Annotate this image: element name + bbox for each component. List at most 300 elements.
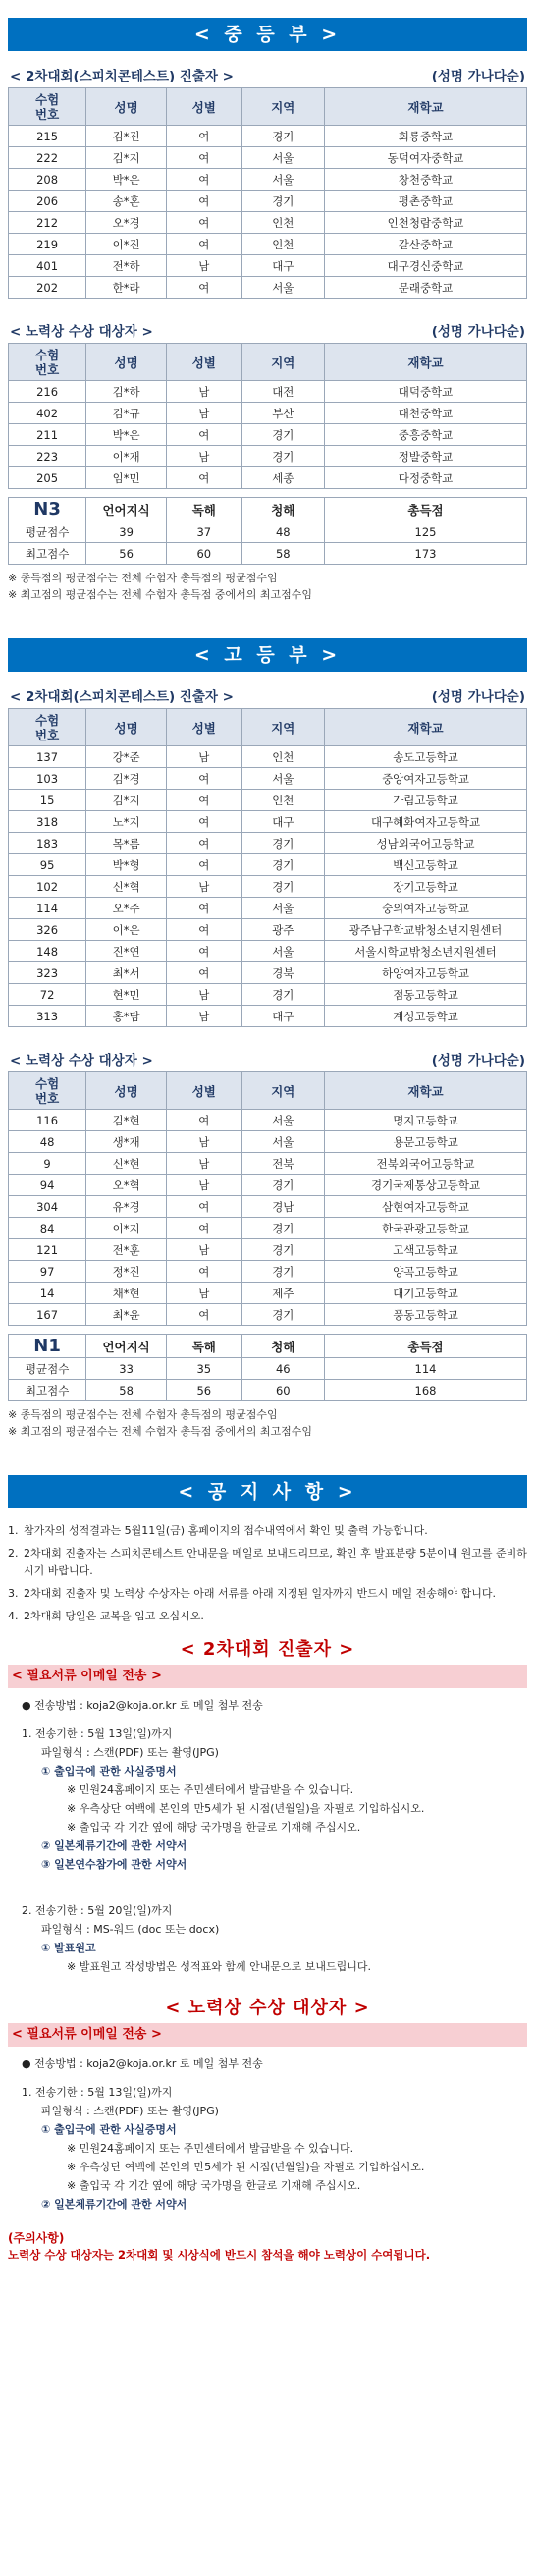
middle-advance-header bbox=[10, 65, 525, 84]
table-cell: 성남외국어고등학교 bbox=[325, 833, 527, 854]
sort-note: (성명 가나다순) bbox=[431, 1053, 525, 1069]
table-cell: 94 bbox=[9, 1175, 86, 1196]
table-cell: 동덕여자중학교 bbox=[325, 147, 527, 169]
table-cell: 경기 bbox=[241, 1304, 324, 1326]
table-cell: 222 bbox=[9, 147, 86, 169]
table-row bbox=[9, 746, 527, 768]
deadline: 1. 전송기한 : 5월 13일(일)까지 bbox=[22, 2086, 173, 2099]
table-cell: 서울 bbox=[241, 147, 324, 169]
table-cell: 여 bbox=[167, 169, 242, 191]
table-cell: 풍동고등학교 bbox=[325, 1304, 527, 1326]
column-header: 수험 번호 bbox=[9, 709, 86, 746]
column-header: 청해 bbox=[241, 498, 324, 521]
middle-stats bbox=[8, 497, 527, 603]
advance-docs bbox=[8, 1696, 527, 1976]
table-cell: 서울 bbox=[241, 768, 324, 790]
table-row bbox=[9, 277, 527, 299]
table-cell: 323 bbox=[9, 962, 86, 984]
table-cell: 김*현 bbox=[86, 1110, 167, 1131]
column-header: 재학교 bbox=[325, 1072, 527, 1110]
table-cell: 125 bbox=[325, 521, 527, 543]
table-cell: 208 bbox=[9, 169, 86, 191]
table-cell: 서울 bbox=[241, 1110, 324, 1131]
table-cell: 광주 bbox=[241, 919, 324, 941]
table-cell: 목*름 bbox=[86, 833, 167, 854]
column-header: 언어지식 bbox=[86, 498, 167, 521]
high-stats bbox=[8, 1334, 527, 1440]
table-cell: 304 bbox=[9, 1196, 86, 1218]
sort-note: (성명 가나다순) bbox=[431, 324, 525, 340]
table-cell: 대기고등학교 bbox=[325, 1283, 527, 1304]
table-cell: 가림고등학교 bbox=[325, 790, 527, 811]
table-cell: 현*민 bbox=[86, 984, 167, 1006]
table-cell: 211 bbox=[9, 424, 86, 446]
table-cell: 서울 bbox=[241, 898, 324, 919]
table-row bbox=[9, 381, 527, 403]
table-cell: 205 bbox=[9, 467, 86, 489]
table-cell: 대구경신중학교 bbox=[325, 255, 527, 277]
notice-item: 2. 2차대회 진출자는 스피치콘테스트 안내문을 메일로 보내드리므로, 확인 후 발표분량 5분이내 원고를 준비하시기 바랍니다. bbox=[8, 1547, 527, 1577]
table-cell: 송도고등학교 bbox=[325, 746, 527, 768]
column-header: 독해 bbox=[167, 498, 242, 521]
table-cell: 여 bbox=[167, 941, 242, 962]
table-cell: 121 bbox=[9, 1239, 86, 1261]
table-cell: 48 bbox=[9, 1131, 86, 1153]
table-cell: 김*하 bbox=[86, 381, 167, 403]
table-cell: 58 bbox=[241, 543, 324, 565]
table-cell: 양곡고등학교 bbox=[325, 1261, 527, 1283]
middle-award-title: < 노력상 수상 대상자 > bbox=[10, 324, 153, 340]
table-cell: 남 bbox=[167, 1131, 242, 1153]
advance-docs-title: < 2차대회 진출자 > bbox=[180, 1639, 355, 1660]
table-cell: 여 bbox=[167, 854, 242, 876]
stats-header-row bbox=[9, 498, 527, 521]
award-docs-bar: < 필요서류 이메일 전송 > bbox=[8, 2023, 527, 2047]
doc-item: ③ 일본연수참가에 관한 서약서 bbox=[41, 1858, 187, 1871]
table-cell: 148 bbox=[9, 941, 86, 962]
table-row bbox=[9, 403, 527, 424]
doc-note: ※ 출입국 각 기간 옆에 해당 국가명을 한글로 기재해 주십시오. bbox=[67, 2179, 361, 2192]
column-header: 지역 bbox=[241, 1072, 324, 1110]
table-cell: 여 bbox=[167, 1196, 242, 1218]
table-cell: 경기 bbox=[241, 876, 324, 898]
table-cell: 서울 bbox=[241, 1131, 324, 1153]
doc-item: ① 출입국에 관한 사실증명서 bbox=[41, 1765, 177, 1778]
table-cell: 박*은 bbox=[86, 169, 167, 191]
high-advance-header bbox=[10, 685, 525, 705]
table-cell: 137 bbox=[9, 746, 86, 768]
column-header: 독해 bbox=[167, 1335, 242, 1358]
table-cell: 중흥중학교 bbox=[325, 424, 527, 446]
table-cell: 전북외국어고등학교 bbox=[325, 1153, 527, 1175]
doc-item: ① 출입국에 관한 사실증명서 bbox=[41, 2123, 177, 2136]
column-header: 총득점 bbox=[325, 498, 527, 521]
table-cell: 남 bbox=[167, 984, 242, 1006]
table-cell: 이*재 bbox=[86, 446, 167, 467]
table-cell: 전*훈 bbox=[86, 1239, 167, 1261]
doc-item: ② 일본체류기간에 관한 서약서 bbox=[41, 1839, 187, 1852]
sort-note: (성명 가나다순) bbox=[431, 69, 525, 84]
table-row bbox=[9, 169, 527, 191]
table-cell: 202 bbox=[9, 277, 86, 299]
table-cell: 223 bbox=[9, 446, 86, 467]
table-cell: 33 bbox=[86, 1358, 167, 1380]
table-row bbox=[9, 811, 527, 833]
middle-school-banner: < 중 등 부 > bbox=[8, 18, 527, 51]
level-label: N3 bbox=[9, 498, 86, 521]
high-award-table bbox=[8, 1071, 527, 1326]
table-cell: 백신고등학교 bbox=[325, 854, 527, 876]
row-label: 최고점수 bbox=[9, 1380, 86, 1401]
column-header: 재학교 bbox=[325, 709, 527, 746]
table-cell: 한국관광고등학교 bbox=[325, 1218, 527, 1239]
table-header-row bbox=[9, 344, 527, 381]
table-row bbox=[9, 854, 527, 876]
table-cell: 부산 bbox=[241, 403, 324, 424]
table-row bbox=[9, 919, 527, 941]
table-cell: 장기고등학교 bbox=[325, 876, 527, 898]
table-cell: 김*진 bbox=[86, 126, 167, 147]
table-cell: 114 bbox=[9, 898, 86, 919]
table-cell: 문래중학교 bbox=[325, 277, 527, 299]
table-cell: 남 bbox=[167, 1153, 242, 1175]
table-cell: 여 bbox=[167, 424, 242, 446]
table-cell: 318 bbox=[9, 811, 86, 833]
file-format: 파일형식 : 스캔(PDF) 또는 촬영(JPG) bbox=[41, 2105, 219, 2117]
table-row bbox=[9, 1283, 527, 1304]
table-cell: 점동고등학교 bbox=[325, 984, 527, 1006]
table-row bbox=[9, 876, 527, 898]
high-award-header bbox=[10, 1049, 525, 1069]
table-row bbox=[9, 126, 527, 147]
table-cell: 전북 bbox=[241, 1153, 324, 1175]
footnote: ※ 최고점의 평균점수는 전체 수험자 총득점 중에서의 최고점수임 bbox=[8, 588, 312, 601]
table-row bbox=[9, 191, 527, 212]
table-cell: 여 bbox=[167, 790, 242, 811]
footnote: ※ 최고점의 평균점수는 전체 수험자 총득점 중에서의 최고점수임 bbox=[8, 1425, 312, 1438]
column-header: 성별 bbox=[167, 1072, 242, 1110]
table-cell: 95 bbox=[9, 854, 86, 876]
table-cell: 경기 bbox=[241, 1218, 324, 1239]
table-cell: 최*서 bbox=[86, 962, 167, 984]
table-cell: 용문고등학교 bbox=[325, 1131, 527, 1153]
file-format: 파일형식 : 스캔(PDF) 또는 촬영(JPG) bbox=[41, 1746, 219, 1759]
award-docs-title: < 노력상 수상 대상자 > bbox=[165, 1998, 370, 2018]
middle-award-table bbox=[8, 343, 527, 489]
table-cell: 경기 bbox=[241, 833, 324, 854]
table-cell: 인천 bbox=[241, 746, 324, 768]
notice-list bbox=[8, 1522, 527, 1625]
table-cell: 56 bbox=[167, 1380, 242, 1401]
table-cell: 60 bbox=[167, 543, 242, 565]
middle-stats-table bbox=[8, 497, 527, 565]
table-cell: 326 bbox=[9, 919, 86, 941]
table-cell: 명지고등학교 bbox=[325, 1110, 527, 1131]
table-cell: 김*규 bbox=[86, 403, 167, 424]
table-row bbox=[9, 768, 527, 790]
table-cell: 97 bbox=[9, 1261, 86, 1283]
deadline: 2. 전송기한 : 5월 20일(일)까지 bbox=[22, 1904, 173, 1917]
table-cell: 인천 bbox=[241, 790, 324, 811]
table-row bbox=[9, 147, 527, 169]
table-cell: 남 bbox=[167, 1006, 242, 1027]
table-cell: 삼현여자고등학교 bbox=[325, 1196, 527, 1218]
table-cell: 진*연 bbox=[86, 941, 167, 962]
doc-note: ※ 발표원고 작성방법은 성적표와 함께 안내문으로 보내드립니다. bbox=[67, 1960, 371, 1973]
doc-note: ※ 우측상단 여백에 본인의 만5세가 된 시점(년월일)을 자필로 기입하십시오. bbox=[67, 2161, 425, 2173]
caution-text: 노력상 수상 대상자는 2차대회 및 시상식에 반드시 참석을 해야 노력상이 수여됩니다. bbox=[8, 2248, 431, 2262]
footnote: ※ 종득점의 평균점수는 전체 수험자 총득점의 평균점수임 bbox=[8, 1408, 278, 1421]
column-header: 수험 번호 bbox=[9, 344, 86, 381]
table-cell: 남 bbox=[167, 746, 242, 768]
table-cell: 167 bbox=[9, 1304, 86, 1326]
table-cell: 평촌중학교 bbox=[325, 191, 527, 212]
column-header: 청해 bbox=[241, 1335, 324, 1358]
table-cell: 다정중학교 bbox=[325, 467, 527, 489]
column-header: 재학교 bbox=[325, 344, 527, 381]
high-school-banner: < 고 등 부 > bbox=[8, 638, 527, 672]
table-cell: 여 bbox=[167, 962, 242, 984]
table-cell: 이*지 bbox=[86, 1218, 167, 1239]
send-method: ● 전송방법 : koja2@koja.or.kr 로 메일 첨부 전송 bbox=[22, 2057, 263, 2070]
table-cell: 72 bbox=[9, 984, 86, 1006]
table-cell: 215 bbox=[9, 126, 86, 147]
table-cell: 서울 bbox=[241, 941, 324, 962]
table-cell: 여 bbox=[167, 811, 242, 833]
table-cell: 58 bbox=[86, 1380, 167, 1401]
doc-item: ② 일본체류기간에 관한 서약서 bbox=[41, 2198, 187, 2211]
table-cell: 회룡중학교 bbox=[325, 126, 527, 147]
table-cell: 남 bbox=[167, 1175, 242, 1196]
table-cell: 오*혁 bbox=[86, 1175, 167, 1196]
table-cell: 46 bbox=[241, 1358, 324, 1380]
table-cell: 하양여자고등학교 bbox=[325, 962, 527, 984]
table-cell: 인천청람중학교 bbox=[325, 212, 527, 234]
table-row bbox=[9, 1175, 527, 1196]
table-cell: 여 bbox=[167, 467, 242, 489]
high-stats-table bbox=[8, 1334, 527, 1401]
table-cell: 김*경 bbox=[86, 768, 167, 790]
table-row bbox=[9, 1261, 527, 1283]
table-cell: 경기 bbox=[241, 126, 324, 147]
notice-item: 3. 2차대회 진출자 및 노력상 수상자는 아래 서류를 아래 지정된 일자까지 반드시 메일 전송해야 합니다. bbox=[8, 1587, 496, 1600]
high-award-title: < 노력상 수상 대상자 > bbox=[10, 1053, 153, 1069]
table-cell: 대구 bbox=[241, 255, 324, 277]
middle-advance-table bbox=[8, 87, 527, 299]
column-header: 성명 bbox=[86, 709, 167, 746]
doc-item: ① 발표원고 bbox=[41, 1942, 96, 1954]
table-row bbox=[9, 1218, 527, 1239]
column-header: 지역 bbox=[241, 709, 324, 746]
high-footnotes bbox=[8, 1406, 527, 1440]
table-cell: 402 bbox=[9, 403, 86, 424]
table-cell: 219 bbox=[9, 234, 86, 255]
doc-note: ※ 우측상단 여백에 본인의 만5세가 된 시점(년월일)을 자필로 기입하십시오. bbox=[67, 1802, 425, 1815]
column-header: 성별 bbox=[167, 88, 242, 126]
table-row bbox=[9, 962, 527, 984]
table-cell: 남 bbox=[167, 1239, 242, 1261]
table-cell: 여 bbox=[167, 126, 242, 147]
table-cell: 116 bbox=[9, 1110, 86, 1131]
stats-row bbox=[9, 1380, 527, 1401]
table-row bbox=[9, 234, 527, 255]
table-cell: 임*민 bbox=[86, 467, 167, 489]
table-cell: 여 bbox=[167, 191, 242, 212]
table-row bbox=[9, 1239, 527, 1261]
table-cell: 14 bbox=[9, 1283, 86, 1304]
table-row bbox=[9, 898, 527, 919]
table-cell: 여 bbox=[167, 898, 242, 919]
table-cell: 경기 bbox=[241, 446, 324, 467]
table-cell: 정발중학교 bbox=[325, 446, 527, 467]
doc-note: ※ 민원24홈페이지 또는 주민센터에서 발급받을 수 있습니다. bbox=[67, 1783, 354, 1796]
table-cell: 여 bbox=[167, 1218, 242, 1239]
column-header: 총득점 bbox=[325, 1335, 527, 1358]
table-row bbox=[9, 833, 527, 854]
table-cell: 여 bbox=[167, 277, 242, 299]
doc-note: ※ 민원24홈페이지 또는 주민센터에서 발급받을 수 있습니다. bbox=[67, 2142, 354, 2155]
table-row bbox=[9, 255, 527, 277]
column-header: 지역 bbox=[241, 88, 324, 126]
table-cell: 168 bbox=[325, 1380, 527, 1401]
notice-item: 1. 참가자의 성적결과는 5월11일(금) 홈페이지의 접수내역에서 확인 및 출력 가능합니다. bbox=[8, 1524, 428, 1537]
table-cell: 신*현 bbox=[86, 1153, 167, 1175]
table-cell: 김*지 bbox=[86, 147, 167, 169]
deadline: 1. 전송기한 : 5월 13일(일)까지 bbox=[22, 1727, 173, 1740]
table-cell: 대구 bbox=[241, 811, 324, 833]
table-cell: 경기 bbox=[241, 191, 324, 212]
table-cell: 401 bbox=[9, 255, 86, 277]
footnote: ※ 종득점의 평균점수는 전체 수험자 총득점의 평균점수임 bbox=[8, 572, 278, 584]
table-cell: 35 bbox=[167, 1358, 242, 1380]
doc-note: ※ 출입국 각 기간 옆에 해당 국가명을 한글로 기재해 주십시오. bbox=[67, 1821, 361, 1834]
table-cell: 서울 bbox=[241, 169, 324, 191]
table-cell: 최*윤 bbox=[86, 1304, 167, 1326]
table-cell: 박*은 bbox=[86, 424, 167, 446]
table-cell: 박*형 bbox=[86, 854, 167, 876]
table-cell: 세종 bbox=[241, 467, 324, 489]
table-cell: 서울시학교밖청소년지원센터 bbox=[325, 941, 527, 962]
table-cell: 114 bbox=[325, 1358, 527, 1380]
table-cell: 39 bbox=[86, 521, 167, 543]
table-cell: 서울 bbox=[241, 277, 324, 299]
table-cell: 제주 bbox=[241, 1283, 324, 1304]
table-cell: 홍*담 bbox=[86, 1006, 167, 1027]
column-header: 언어지식 bbox=[86, 1335, 167, 1358]
notice-item: 4. 2차대회 당일은 교복을 입고 오십시오. bbox=[8, 1610, 204, 1622]
table-cell: 갈산중학교 bbox=[325, 234, 527, 255]
table-row bbox=[9, 1131, 527, 1153]
table-cell: 여 bbox=[167, 919, 242, 941]
table-cell: 여 bbox=[167, 833, 242, 854]
table-header-row bbox=[9, 709, 527, 746]
column-header: 지역 bbox=[241, 344, 324, 381]
caution-title: (주의사항) bbox=[8, 2231, 65, 2245]
table-cell: 60 bbox=[241, 1380, 324, 1401]
table-cell: 대구혜화여자고등학교 bbox=[325, 811, 527, 833]
table-cell: 경북 bbox=[241, 962, 324, 984]
table-cell: 경기 bbox=[241, 1261, 324, 1283]
table-cell: 15 bbox=[9, 790, 86, 811]
row-label: 평균점수 bbox=[9, 1358, 86, 1380]
table-cell: 대전 bbox=[241, 381, 324, 403]
row-label: 평균점수 bbox=[9, 521, 86, 543]
table-cell: 216 bbox=[9, 381, 86, 403]
table-cell: 신*혁 bbox=[86, 876, 167, 898]
table-row bbox=[9, 1304, 527, 1326]
table-cell: 여 bbox=[167, 1261, 242, 1283]
table-row bbox=[9, 212, 527, 234]
stats-header-row bbox=[9, 1335, 527, 1358]
table-cell: 이*은 bbox=[86, 919, 167, 941]
file-format: 파일형식 : MS-워드 (doc 또는 docx) bbox=[41, 1923, 220, 1936]
table-cell: 노*지 bbox=[86, 811, 167, 833]
table-cell: 남 bbox=[167, 381, 242, 403]
table-cell: 남 bbox=[167, 876, 242, 898]
table-row bbox=[9, 790, 527, 811]
table-cell: 경기 bbox=[241, 424, 324, 446]
table-cell: 여 bbox=[167, 1304, 242, 1326]
high-advance-title: < 2차대회(스피치콘테스트) 진출자 > bbox=[10, 689, 234, 705]
table-cell: 인천 bbox=[241, 212, 324, 234]
table-header-row bbox=[9, 88, 527, 126]
level-label: N1 bbox=[9, 1335, 86, 1358]
table-header-row bbox=[9, 1072, 527, 1110]
table-cell: 9 bbox=[9, 1153, 86, 1175]
table-cell: 강*준 bbox=[86, 746, 167, 768]
table-cell: 48 bbox=[241, 521, 324, 543]
table-row bbox=[9, 446, 527, 467]
table-cell: 102 bbox=[9, 876, 86, 898]
table-cell: 37 bbox=[167, 521, 242, 543]
table-row bbox=[9, 1006, 527, 1027]
stats-row bbox=[9, 521, 527, 543]
table-cell: 남 bbox=[167, 255, 242, 277]
table-cell: 103 bbox=[9, 768, 86, 790]
column-header: 재학교 bbox=[325, 88, 527, 126]
table-cell: 경기 bbox=[241, 1175, 324, 1196]
table-cell: 정*진 bbox=[86, 1261, 167, 1283]
table-cell: 오*주 bbox=[86, 898, 167, 919]
table-cell: 계성고등학교 bbox=[325, 1006, 527, 1027]
table-row bbox=[9, 984, 527, 1006]
column-header: 성별 bbox=[167, 709, 242, 746]
sort-note: (성명 가나다순) bbox=[431, 689, 525, 705]
column-header: 성명 bbox=[86, 344, 167, 381]
table-cell: 183 bbox=[9, 833, 86, 854]
table-cell: 숭의여자고등학교 bbox=[325, 898, 527, 919]
middle-award-header bbox=[10, 320, 525, 340]
table-cell: 경기 bbox=[241, 854, 324, 876]
notice-banner: < 공 지 사 항 > bbox=[8, 1475, 527, 1508]
table-row bbox=[9, 467, 527, 489]
table-cell: 남 bbox=[167, 446, 242, 467]
table-cell: 대천중학교 bbox=[325, 403, 527, 424]
table-row bbox=[9, 941, 527, 962]
table-cell: 여 bbox=[167, 768, 242, 790]
table-cell: 경남 bbox=[241, 1196, 324, 1218]
award-docs bbox=[8, 2055, 527, 2214]
table-cell: 고색고등학교 bbox=[325, 1239, 527, 1261]
table-cell: 오*경 bbox=[86, 212, 167, 234]
table-cell: 173 bbox=[325, 543, 527, 565]
table-cell: 채*현 bbox=[86, 1283, 167, 1304]
table-cell: 유*경 bbox=[86, 1196, 167, 1218]
column-header: 수험 번호 bbox=[9, 88, 86, 126]
table-cell: 남 bbox=[167, 1283, 242, 1304]
table-cell: 여 bbox=[167, 1110, 242, 1131]
advance-docs-bar: < 필요서류 이메일 전송 > bbox=[8, 1665, 527, 1688]
